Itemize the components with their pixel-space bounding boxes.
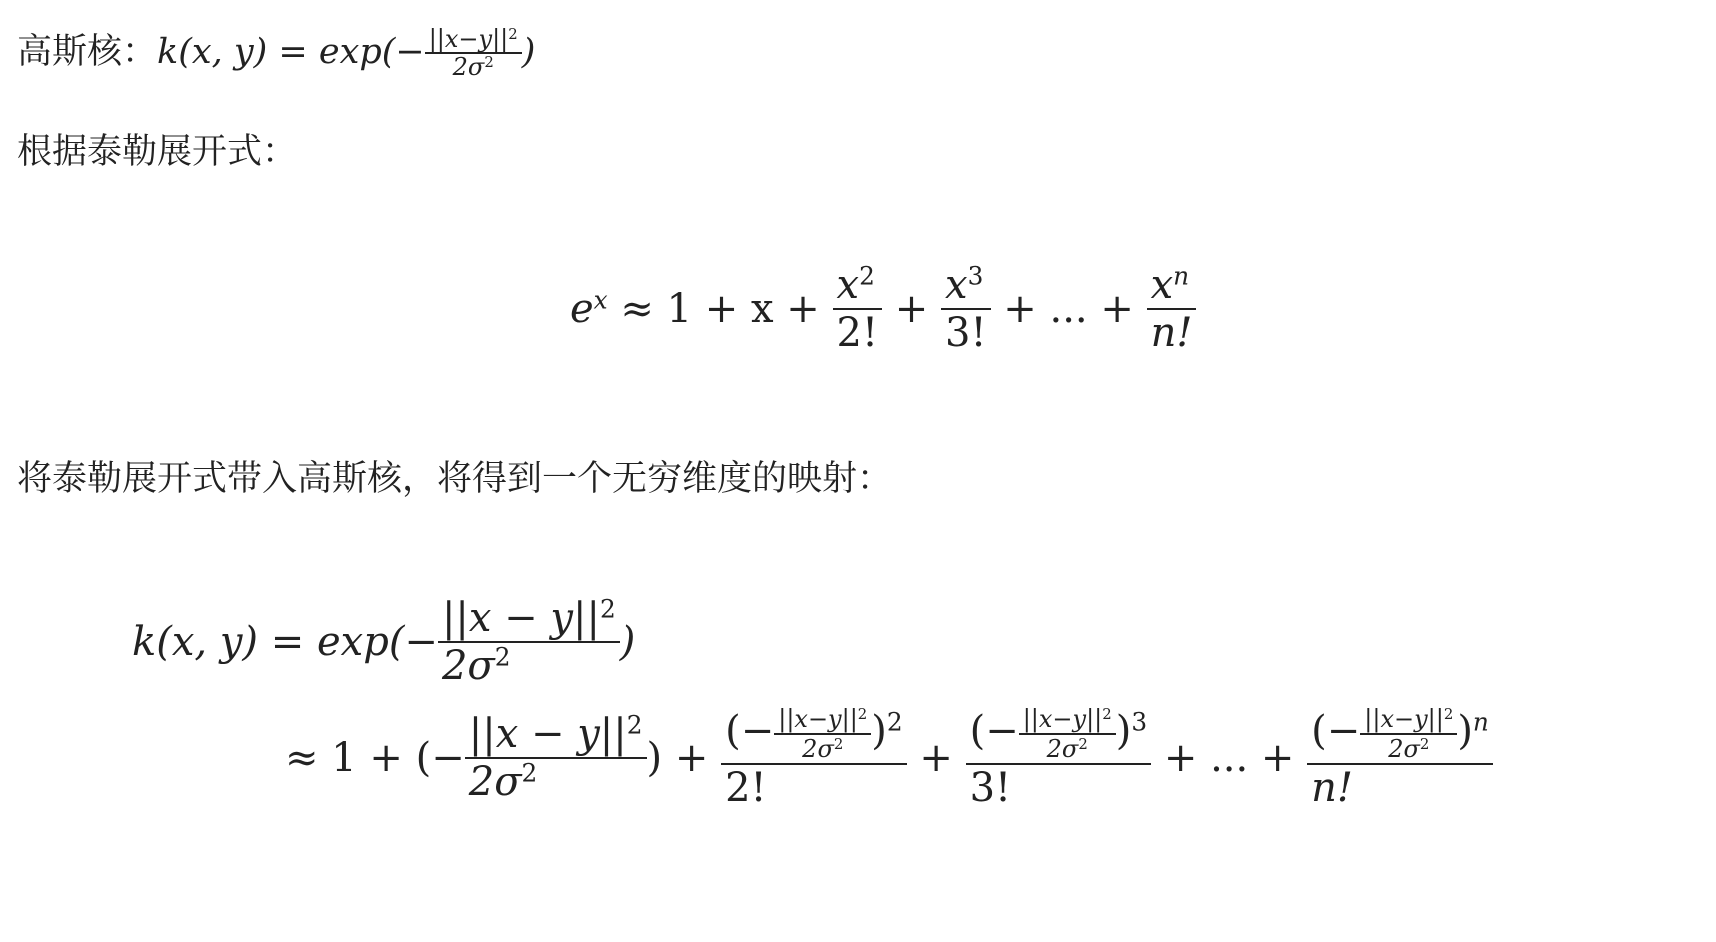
taylor-intro-text — [17, 128, 297, 176]
mapping-term-cubed: (− $\frac{||x-y||^2}{2\sigma^2}$ )$^3$ 3! — [966, 705, 1152, 811]
mapping-intro-label: 将泰勒展开式带入高斯核，将得到一个无穷维度的映射： — [17, 459, 893, 499]
mapping-lhs: k(x, y) = exp(− — [132, 619, 438, 665]
mapping-line2-fraction: $\frac{||x - y||^2}{2\sigma^2}$ — [465, 711, 647, 805]
taylor-e: $e^x$ — [570, 285, 608, 332]
taylor-ellipsis: + ... + — [1003, 286, 1134, 332]
kernel-close-paren: ) — [521, 32, 536, 72]
mapping-equation-line-2 — [285, 705, 1493, 811]
taylor-intro-label: 根据泰勒展开式： — [17, 132, 298, 172]
kernel-lhs: k(x, y) = exp(− — [157, 32, 425, 72]
mapping-intro-text — [17, 455, 892, 503]
mapping-term-squared: (− $\frac{||x-y||^2}{2\sigma^2}$ )$^2$ 2! — [721, 705, 907, 811]
kernel-frac-denominator: 2σ — [452, 53, 485, 81]
mapping-equation-line-1 — [132, 595, 635, 689]
mapping-ellipsis: + ... + — [1163, 735, 1295, 781]
gaussian-kernel-definition — [17, 26, 535, 80]
kernel-frac-numerator: ||x−y|| — [428, 25, 509, 53]
mapping-approx-start: ≈ 1 + (− — [285, 735, 465, 781]
taylor-term-3: $\frac{x^3}{3!}$ — [941, 262, 991, 356]
taylor-expansion-equation — [570, 262, 1196, 356]
mapping-plus: + — [919, 735, 953, 781]
taylor-term-n: $\frac{x^n}{n!}$ — [1147, 262, 1197, 356]
mapping-line1-fraction: $\frac{||x - y||^2}{2\sigma^2}$ — [438, 595, 620, 689]
taylor-plus: + — [894, 286, 929, 332]
taylor-approx-terms: ≈ 1 + x + — [620, 286, 820, 332]
kernel-fraction — [425, 26, 522, 80]
mapping-line2-close: ) + — [646, 735, 709, 781]
kernel-frac-num-exponent: 2 — [508, 24, 518, 43]
mapping-line1-close: ) — [619, 619, 636, 665]
mapping-term-n: (− $\frac{||x-y||^2}{2\sigma^2}$ )$^n$ n! — [1307, 705, 1493, 811]
kernel-frac-den-exponent: 2 — [484, 52, 494, 71]
taylor-term-2: $\frac{x^2}{2!}$ — [833, 262, 883, 356]
kernel-label: 高斯核： — [17, 32, 158, 72]
